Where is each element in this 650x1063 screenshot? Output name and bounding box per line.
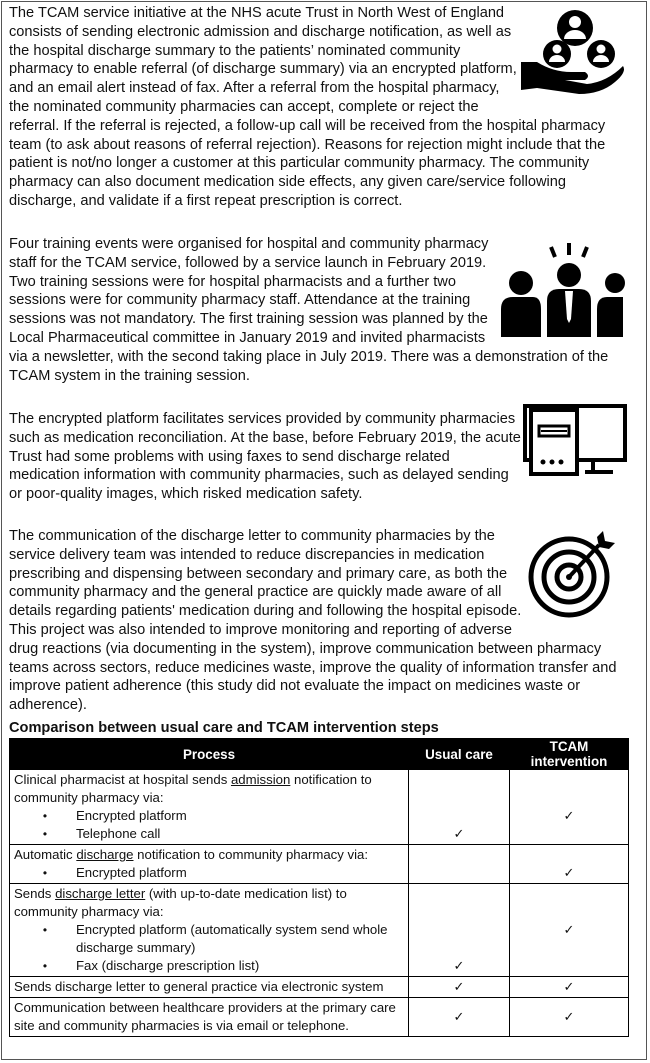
bullet: •	[42, 923, 48, 937]
process-underlined: discharge	[76, 847, 134, 862]
list-item	[14, 864, 404, 882]
check-mark: ✓	[453, 1009, 465, 1024]
process-cell	[10, 845, 409, 884]
process-text: (with up-to-date medication list) to community pharmacy via:	[14, 886, 347, 919]
check-mark: ✓	[563, 979, 575, 994]
tcam-cell	[510, 845, 629, 884]
list-item	[14, 921, 404, 957]
paragraph-training-events	[9, 235, 633, 385]
usual-care-cell	[409, 977, 510, 998]
comparison-table	[9, 738, 629, 1037]
tcam-cell	[510, 977, 629, 998]
process-text: notification to community pharmacy via:	[133, 847, 369, 862]
check-mark: ✓	[563, 1009, 575, 1024]
paragraph-tcam-service	[9, 4, 633, 211]
table-row	[10, 845, 629, 884]
list-item	[14, 807, 404, 825]
bullet: •	[42, 827, 48, 841]
header-process: Process	[10, 739, 409, 770]
bullet: •	[42, 809, 48, 823]
table-row	[10, 977, 629, 998]
paragraph-text: The TCAM service initiative at the NHS acute Trust in North West of England consists of sending electronic admission and discharge notification, as well as the hospital discharge summary to the patients’ nominated community pharmacy to enable referral (of discharge summary) via an encrypted platform, and an email alert instead of fax. After a referral from the hospital pharmacy, the nominated community pharmacies can accept, complete or reject the referral. If the referral is rejected, a follow-up call will be received from the hospital pharmacy team (to ask about reasons of referral rejection). Reasons for rejection might include that the patient is not/no longer a customer at this particular community pharmacy. The community pharmacy can also document medication side effects, any given care/service following discharge, and validate if a first repeat prescription is correct.	[9, 5, 606, 209]
process-underlined: discharge letter	[55, 886, 146, 901]
hand-holding-people-icon	[519, 6, 633, 98]
list-item-text: Encrypted platform	[76, 865, 187, 880]
computer-workstation-icon	[523, 404, 633, 474]
paragraph-encrypted-platform	[9, 410, 633, 504]
paragraph-text: The communication of the discharge letter to community pharmacies by the service delivery team was intended to reduce discrepancies in medication prescribing and dispensing between secondary and primary care, as both the community pharmacy and the general practice are quickly made aware of all details regarding patients' medication during and following the hospital episode. This project was also intended to improve monitoring and reporting of adverse drug reactions (via documenting in the system), improve communication between pharmacy teams across sectors, reduce medicines waste, improve the quality of information transfer and improve patient adherence (this study did not evaluate the impact on medicines waste or adherence).	[9, 528, 617, 714]
check-mark: ✓	[563, 922, 575, 937]
check-mark: ✓	[453, 826, 465, 841]
usual-care-cell	[409, 998, 510, 1037]
list-item-text: Encrypted platform	[76, 808, 187, 823]
paragraph-discharge-communication	[9, 527, 633, 715]
paragraph-text: Four training events were organised for hospital and community pharmacy staff for the TCAM service, followed by a service launch in February 2019. Two training sessions were for hospital pharmacists and a further two sessions were for community pharmacy staff. Attendance at the training sessions was not mandatory. The first training session was planned by the Local Pharmaceutical committee in January 2019 and invited pharmacists via a newsletter, with the second taking place in July 2019. There was a demonstration of the TCAM system in the training session.	[9, 236, 609, 384]
bullet: •	[42, 959, 48, 973]
table-header-row	[10, 739, 629, 770]
process-cell	[10, 884, 409, 977]
tcam-cell	[510, 770, 629, 845]
process-text: Sends	[14, 886, 56, 901]
list-item-text: Fax (discharge prescription list)	[76, 958, 260, 973]
process-text: notification to community pharmacy via:	[14, 772, 372, 805]
list-item-text: Telephone call	[76, 826, 161, 841]
usual-care-cell	[409, 845, 510, 884]
table-row	[10, 770, 629, 845]
target-arrow-icon	[523, 527, 633, 621]
process-text: Clinical pharmacist at hospital sends	[14, 772, 231, 787]
process-underlined: admission	[230, 772, 291, 787]
process-cell: Sends discharge letter to general practice via electronic system	[10, 977, 409, 998]
usual-care-cell	[409, 770, 510, 845]
check-mark: ✓	[563, 865, 575, 880]
list-item	[14, 825, 404, 843]
table-row	[10, 884, 629, 977]
bullet: •	[42, 866, 48, 880]
process-cell: Communication between healthcare providers at the primary care site and community pharmacies is via email or telephone.	[10, 998, 409, 1037]
list-item	[14, 957, 404, 975]
table-row	[10, 998, 629, 1037]
paragraph-text: The encrypted platform facilitates services provided by community pharmacies such as medication reconciliation. At the base, before February 2019, the acute Trust had some problems with using faxes to send discharge related medication information with community pharmacies, such as delayed sending or poor-quality images, which risked medication safety.	[9, 411, 521, 503]
header-tcam-intervention: TCAM intervention	[510, 739, 629, 770]
usual-care-cell	[409, 884, 510, 977]
list-item-text: Encrypted platform (automatically system send whole discharge summary)	[76, 922, 388, 955]
table-title: Comparison between usual care and TCAM intervention steps	[9, 720, 439, 736]
header-usual-care: Usual care	[409, 739, 510, 770]
process-text: Automatic	[14, 847, 77, 862]
check-mark: ✓	[453, 979, 465, 994]
check-mark: ✓	[563, 808, 575, 823]
check-mark: ✓	[453, 958, 465, 973]
process-cell	[10, 770, 409, 845]
training-audience-icon	[499, 239, 633, 347]
tcam-cell	[510, 884, 629, 977]
tcam-cell	[510, 998, 629, 1037]
